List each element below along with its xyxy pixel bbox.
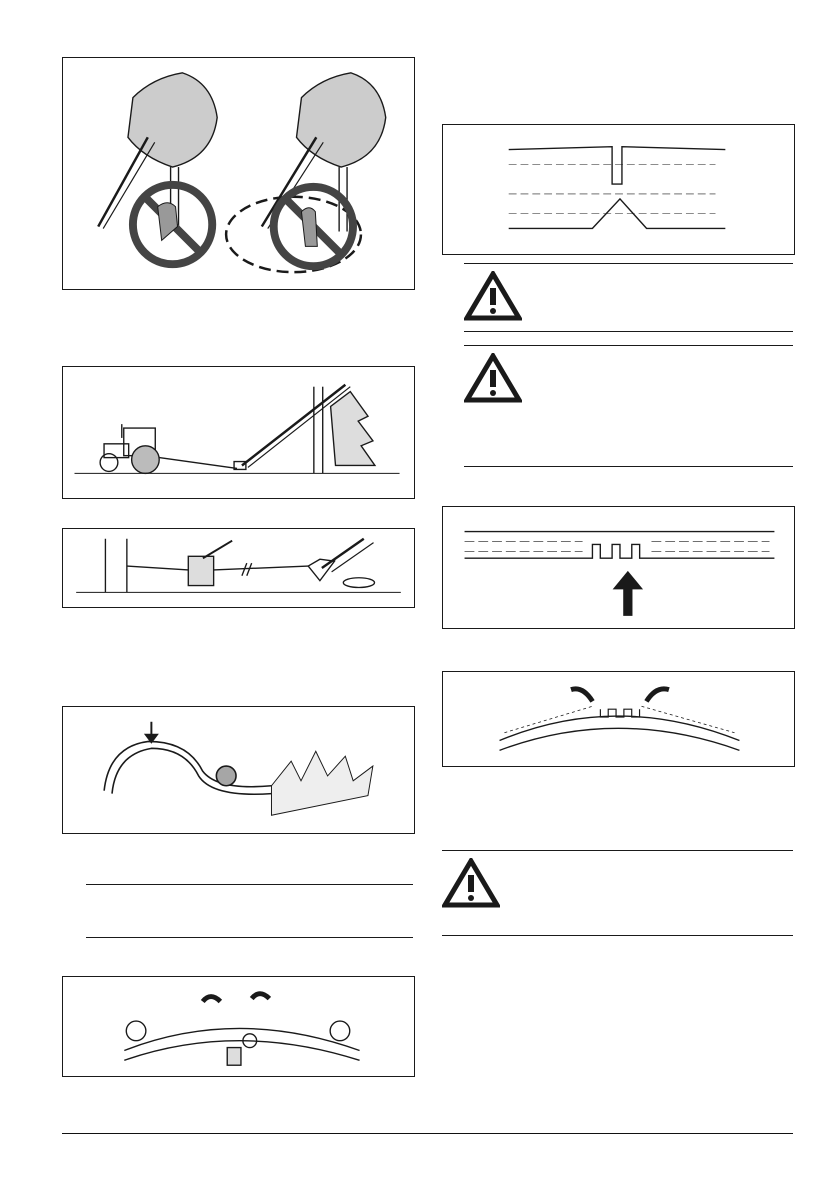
tractor-winch-illustration	[63, 367, 414, 498]
warning-triangle-icon	[464, 271, 522, 321]
divider-top	[86, 884, 413, 885]
tension-bent-tree-illustration	[63, 707, 414, 833]
figure-log-bending-cuts	[62, 976, 415, 1077]
warning-rule-1-top	[464, 263, 793, 264]
figure-hand-winch	[62, 528, 415, 608]
divider-bottom	[86, 937, 413, 938]
log-bending-cuts-illustration	[63, 977, 414, 1076]
footer-rule	[62, 1133, 793, 1134]
figure-tractor-winch	[62, 366, 415, 499]
log-bent-release-illustration	[443, 672, 794, 766]
figure-tension-bent-tree	[62, 706, 415, 834]
warning-rule-2-top	[464, 345, 793, 346]
figure-log-multiple-cuts-from-below	[442, 506, 795, 629]
figure-log-bent-release	[442, 671, 795, 767]
warning-triangle-icon	[464, 353, 522, 403]
warning-rule-3-top	[442, 850, 793, 851]
figure-log-cross-section-cut	[442, 124, 795, 255]
warning-triangle-icon	[442, 858, 500, 908]
warning-rule-3-bottom	[442, 935, 793, 936]
warning-rule-2-bottom	[464, 466, 793, 467]
hand-winch-illustration	[63, 529, 414, 607]
hung-up-tree-illustration	[63, 58, 414, 289]
log-cross-section-illustration	[443, 125, 794, 254]
log-cuts-from-below-illustration	[443, 507, 794, 628]
warning-rule-1-bottom	[464, 331, 793, 332]
figure-hung-up-tree-prohibition	[62, 57, 415, 290]
